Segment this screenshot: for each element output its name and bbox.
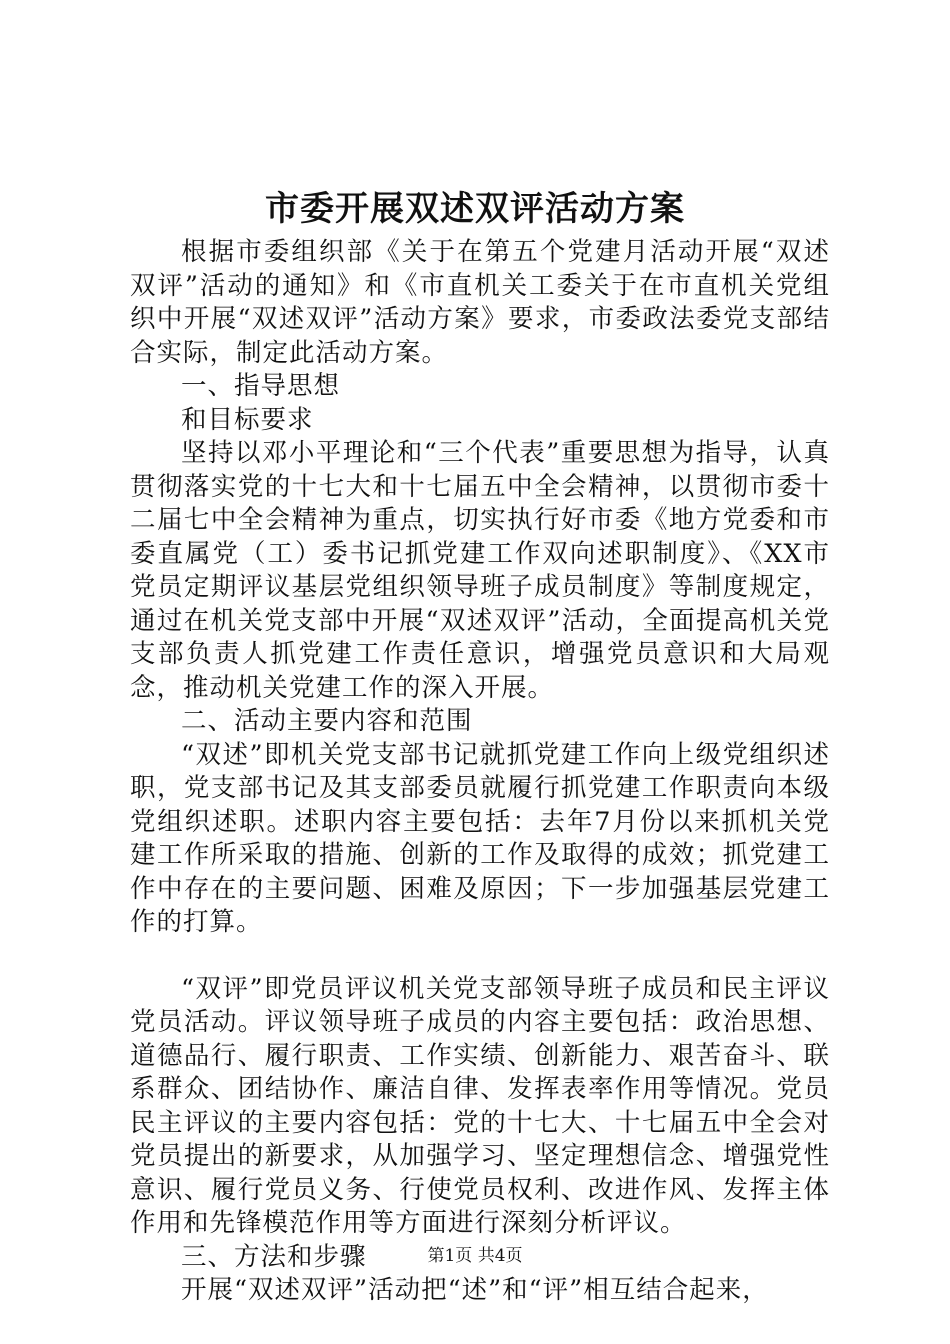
document-title: 市委开展双述双评活动方案 xyxy=(265,189,685,229)
paragraph-shuangshu: “双述”即机关党支部书记就抓党建工作向上级党组织述职，党支部书记及其支部委员就履行抓党建工作职责向本级党组织述职。述职内容主要包括：去年7月份以来抓机关党建工作所采取的措施、创新的工作及取得的成效；抓党建工作中存在的主要问题、困难及原因；下一步加强基层党建工作的打算。 xyxy=(130,739,830,937)
section-heading-2: 二、活动主要内容和范围 xyxy=(181,706,473,736)
page-footer: 第1页 共4页 xyxy=(427,1246,523,1266)
paragraph-intro: 根据市委组织部《关于在第五个党建月活动开展“双述双评”活动的通知》和《市直机关工委关于在市直机关党组织中开展“双述双评”活动方案》要求，市委政法委党支部结合实际，制定此活动方案。 xyxy=(130,237,830,368)
section-heading-1: 一、指导思想 xyxy=(181,371,341,401)
paragraph-guiding-ideology: 坚持以邓小平理论和“三个代表”重要思想为指导，认真贯彻落实党的十七大和十七届五中全会精神，以贯彻市委十二届七中全会精神为重点，切实执行好市委《地方党委和市委直属党（工）委书记抓党建工作双向述职制度》、《XX市党员定期评议基层党组织领导班子成员制度》等制度规定，通过在机关党支部中开展“双述双评”活动，全面提高机关党支部负责人抓党建工作责任意识，增强党员意识和大局观念，推动机关党建工作的深入开展。 xyxy=(130,438,830,703)
section-heading-1-continued: 和目标要求 xyxy=(181,404,314,435)
paragraph-method: 开展“双述双评”活动把“述”和“评”相互结合起来， xyxy=(181,1275,769,1305)
section-heading-3: 三、方法和步骤 xyxy=(181,1241,367,1272)
paragraph-shuangping: “双评”即党员评议机关党支部领导班子成员和民主评议党员活动。评议领导班子成员的内容主要包括：政治思想、道德品行、履行职责、工作实绩、创新能力、艰苦奋斗、联系群众、团结协作、廉洁自律、发挥表率作用等情况。党员民主评议的主要内容包括：党的十七大、十七届五中全会对党员提出的新要求，从加强学习、坚定理想信念、增强党性意识、履行党员义务、行使党员权利、改进作风、发挥主体作用和先锋模范作用等方面进行深刻分析评议。 xyxy=(130,973,830,1238)
document-body xyxy=(130,236,830,1308)
